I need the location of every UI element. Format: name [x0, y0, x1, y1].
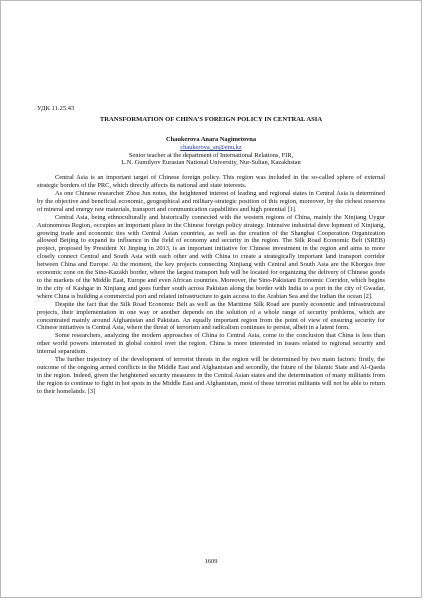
author-email-line	[37, 144, 385, 152]
paragraph: The further trajectory of the development of terrorist threats in the region will be determined by two main factors: firstly, the outcome of the ongoing armed conflicts in the Middle East and Afghanistan and secondly, the future of the Islamic State and Al-Qaeda in the region. Indeed, given the heightened security measures in the Central Asian states and the determination of many militants from the region to continue to fight in hot spots in the Middle East and Afghanistan, most of these terrorist militants will not be able to return to their homelands. [3]	[37, 356, 385, 395]
page-number: 1609	[204, 558, 218, 565]
paragraph: Central Asia is an important target of Chinese foreign policy. This region was included in the so-called sphere of external strategic borders of the PRC, which directly affects its national and state interests.	[37, 174, 385, 190]
author-name: Chaukerova Anara Nagimetovna	[165, 136, 257, 143]
paragraph: Despite the fact that the Silk Road Economic Belt as well as the Maritime Silk Road are purely economic and infrastructural projects, their implementation in one way or another depends on the solution of a whole range of security problems, which are concentrated mainly around Afghanistan and Pakistan. An equally important region from the point of view of ensuring security for Chinese initiatives is Central Asia, where the threat of terrorism and radicalism continues to persist, albeit in a latent form.	[37, 300, 385, 332]
paragraph: As one Chinese researcher Zhou Jun notes, the heightened interest of leading and regional states in Central Asia is determined by the objective and beneficial economic, geographical and military-strategic position of this region, moreover, by the richest reserves of mineral and energy raw materials, transport and communication capabilities and high potential [1].	[37, 190, 385, 213]
paragraph: Central Asia, being ethnoculturally and historically connected with the western regions of China, mainly the Xinjiang Uygur Autonomous Region, occupies an important place in the Chinese foreign policy strategy. Intensive industrial deve lopment of Xinjiang, growing trade and economic ties with Central Asian countries, as well as the creation of the Shanghai Cooperation Organization allowed Beijing to expand its influence in the field of economy and security in the region. The Silk Road Economic Belt (SREB) project, proposed by President Xi Jinping in 2013, is an important initiative for Chinese investment in the region and aims to more closely connect Central and South Asia with each other and with China to create a strategically important land transport corridor between China and Europe. At the moment, the key projects connecting Xinjiang with Central and South Asia are the Khorgos free economic zone on the Sino-Kazakh border, where the largest transport hub will be located for organizing the delivery of Chinese goods to the markets of the Middle East, Europe and even African countries. Moreover, the Sino-Pakistani Economic Corridor, which begins in the city of Kashgar in Xinjiang and goes further south across Pakistan along the border with India to a port in the city of Gwadar, where China is building a commercial port and related infrastructure to gain access to the Arabian Sea and the Indian the ocean [2].	[37, 213, 385, 300]
author-affiliation: L.N. Gumilyov Eurasian National University, Nur-Sultan, Kazakhstan	[121, 159, 301, 167]
author-position: Senior teacher at the department of International Relations, FIR,	[128, 151, 294, 159]
body-text	[37, 174, 385, 395]
author-email-link[interactable]: chaukerova_an@enu.kz	[180, 143, 242, 151]
udk-code: УДК 11.25.43	[37, 105, 75, 112]
paper-title: TRANSFORMATION OF CHINA’S FOREIGN POLICY IN CENTRAL ASIA	[99, 116, 323, 123]
paragraph: Some researchers, analyzing the modern approaches of China to Central Asia, come to the conclusion that China is less than other world powers interested in global control over the region. China is more interested in issues related to regional security and internal separatism.	[37, 332, 385, 356]
page-content	[37, 105, 385, 396]
author-block	[37, 136, 385, 167]
